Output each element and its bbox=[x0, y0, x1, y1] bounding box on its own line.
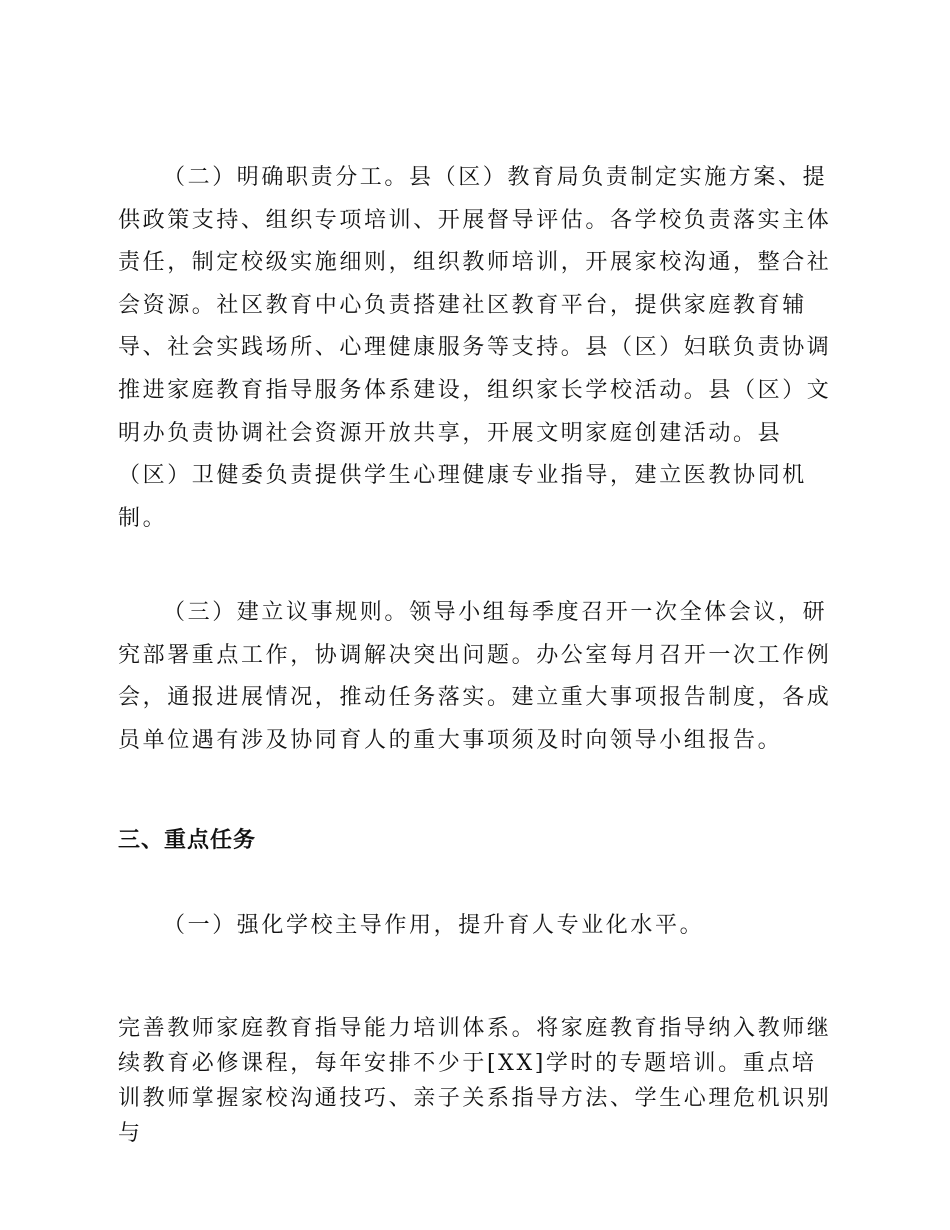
subheading-school-leading-role: （一）强化学校主导作用，提升育人专业化水平。 bbox=[163, 913, 705, 938]
section-heading-key-tasks: 三、重点任务 bbox=[118, 828, 257, 853]
paragraph-teacher-training: 完善教师家庭教育指导能力培训体系。将家庭教育指导纳入教师继续教育必修课程，每年安排不少于[XX]学时的专题培训。重点培训教师掌握家校沟通技巧、亲子关系指导方法、学生心理危机识别与 bbox=[118, 1016, 832, 1146]
paragraph-responsibilities: （二）明确职责分工。县（区）教育局负责制定实施方案、提供政策支持、组织专项培训、开展督导评估。各学校负责落实主体责任，制定校级实施细则，组织教师培训，开展家校沟通，整合社会资源。社区教育中心负责搭建社区教育平台，提供家庭教育辅导、社会实践场所、心理健康服务等支持。县（区）妇联负责协调推进家庭教育指导服务体系建设，组织家长学校活动。县（区）文明办负责协调社会资源开放共享，开展文明家庭创建活动。县（区）卫健委负责提供学生心理健康专业指导，建立医教协同机制。 bbox=[118, 165, 832, 531]
paragraph-meeting-rules: （三）建立议事规则。领导小组每季度召开一次全体会议，研究部署重点工作，协调解决突出问题。办公室每月召开一次工作例会，通报进展情况，推动任务落实。建立重大事项报告制度，各成员单位遇有涉及协同育人的重大事项须及时向领导小组报告。 bbox=[118, 600, 832, 753]
